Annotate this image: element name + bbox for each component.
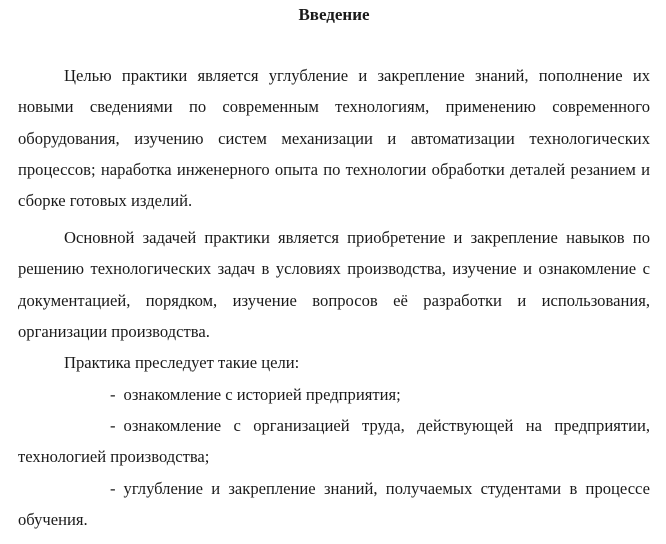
paragraph-goals-intro: Практика преследует такие цели: <box>64 353 300 372</box>
list-dash: - <box>110 385 116 404</box>
goal-item <box>18 473 650 536</box>
paragraph-main-task: Основной задачей практики является приобретение и закрепление навыков по решению технологических задач в условиях производства, изучение и ознакомление с документацией, порядком, изучение вопросов её разработки и использования, организации производства. <box>18 228 650 341</box>
goal-text: ознакомление с организацией труда, действующей на предприятии, технологией производства; <box>18 416 650 467</box>
document-title: Введение <box>298 5 370 24</box>
list-dash: - <box>110 416 116 435</box>
paragraph-purpose: Целью практики является углубление и закрепление знаний, пополнение их новыми сведениями по современным технологиям, применению современного оборудования, изучению систем механизации и автоматизации технологических процессов; наработка инженерного опыта по технологии обработки деталей резанием и сборке готовых изделий. <box>18 66 650 211</box>
goal-item <box>18 410 650 473</box>
list-dash: - <box>110 479 116 498</box>
goal-text: углубление и закрепление знаний, получаемых студентами в процессе обучения. <box>18 479 650 530</box>
goal-text: ознакомление с историей предприятия; <box>123 385 401 404</box>
goal-item <box>18 379 650 410</box>
